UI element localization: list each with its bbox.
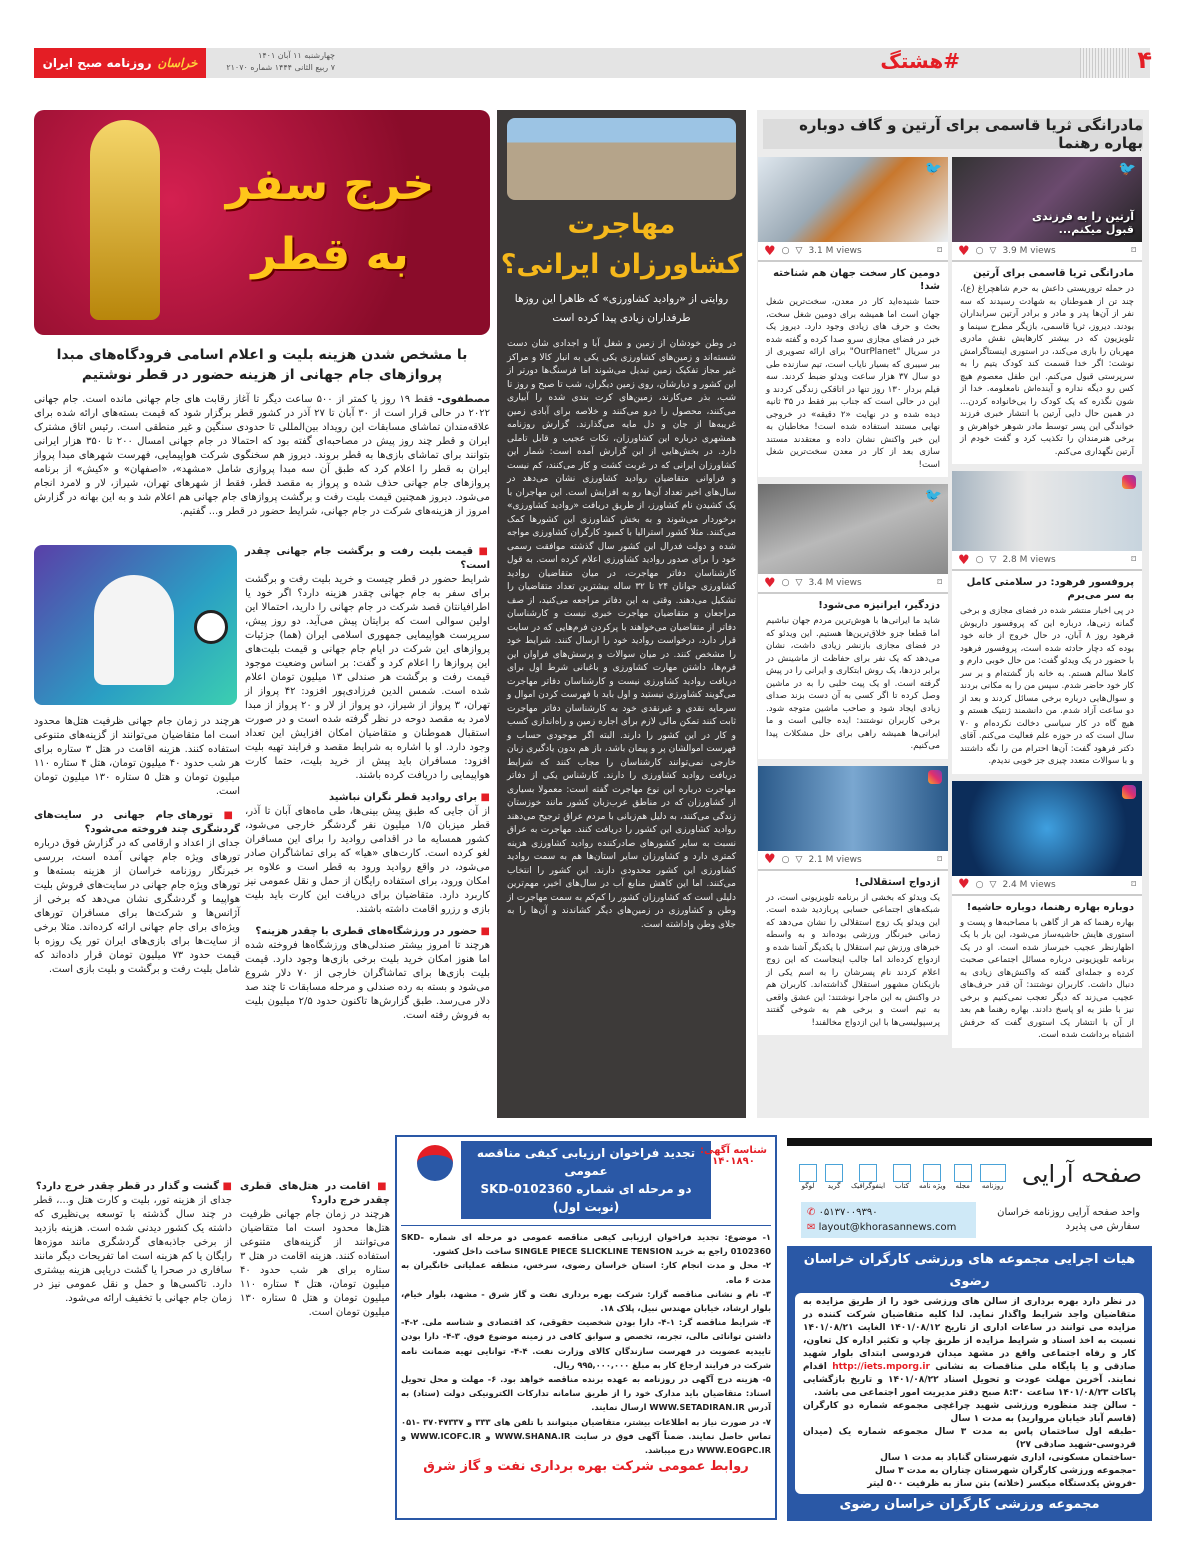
auction-item: - سالن چند منظوره ورزشی شهید چراغچی مجموعه شماره دو کارگران (قاسم آباد خیابان مروارید) به مدت ۱ سال	[803, 1401, 1136, 1424]
service-label: لوگو	[801, 1182, 815, 1190]
title-line: تجدید فراخوان ارزیابی کیفی مناقصه عمومی	[476, 1146, 696, 1178]
ad-text: در نظر دارد بهره برداری از سالن های ورزشی خود را از طریق مزایده به متقاضیان واجد شرایط واگذار نماید. لذا کلیه متقاضیان شرکت کننده در مزایده می توانند در ساعات اداری از تاریخ ۱۴۰۱/۰۸/۱۲ الغایت ۱۴۰۱/۰۸/۲۱ نسبت به اخذ اسناد و شرایط مزایده از طریق چاپ و تکثیر اداره کل تعاون، کار و رفاه اجتماعی واقع در مشهد میدان فردوسی ابتدای بلوار شهید صادقی و یا پایگاه ملی مناقصات به نشانی	[803, 1297, 1136, 1372]
ad-text: اقدام نمایند. آخرین مهلت عودت و تحویل اسناد ۱۴۰۱/۰۸/۲۲ و تاریخ بازگشایی پاکات ۱۴۰۱/۰۸/۲۳ ساعت ۸:۳۰ صبح دفتر مدیریت امور اجتماعی می باشد.	[803, 1362, 1137, 1398]
oil-company-logo	[417, 1145, 453, 1181]
post-image	[758, 484, 948, 574]
title-line: دو مرحله ای شماره SKD-0102360	[480, 1182, 692, 1196]
auction-item: -فروش یکدستگاه میکسر (خلاته) بتن ساز به ظرفیت ۵۰۰ لیتر	[867, 1479, 1136, 1489]
service-icons	[799, 1164, 1006, 1190]
auction-item: -ساختمان مسکونی، اداری شهرستان گناباد به مدت ۱ سال	[880, 1453, 1136, 1463]
article-column	[245, 545, 490, 1023]
tender-advertisement	[395, 1135, 777, 1520]
post-image	[758, 766, 948, 851]
post-image	[952, 781, 1142, 876]
share-icon[interactable]: ▽	[795, 246, 803, 256]
post-text: بهاره رهنما که هر از گاهی با مصاحبه‌ها و پست و استوری هایش حاشیه‌ساز می‌شود، این بار با یک اظهارنظر عجیب خبرساز شده است. او در یک برنامه تلویزیونی درباره مسائل اجتماعی صحبت کرده و جمله‌ای گفته که واکنش‌های زیادی به دنبال داشت. کاربران نوشتند: آن قدر حرف‌های عجیب می‌زند که دیگر تعجب نمی‌کنیم و برخی نیز با طنز به او پاسخ دادند. بهاره رهنما هم بعد از آن با انتشار یک استوری گفت که حرفش اشتباه برداشت شده است.	[960, 917, 1134, 1040]
section-heading: ■ گشت و گذار در قطر چقدر خرج دارد؟	[34, 1180, 232, 1194]
ad-id-label: شناسه آگهی:	[699, 1145, 767, 1156]
comment-icon[interactable]: ○	[781, 854, 790, 865]
phone-line[interactable]	[807, 1205, 970, 1220]
post-text: در حمله تروریستی داعش به حرم شاهچراغ (ع)، چند تن از هموطنان به شهادت رسیدند که سه نفر از آن‌ها پدر و مادر و برادر آرتین سرابداران بودند. دیروز، ثریا قاسمی، بازیگر مطرح سینما و تلویزیون که در بیشتر کارهایش نقش مادری مهربان را بازی می‌کند، در استوری اینستاگرامش نوشت: اگر خدا قسمت کند کودک یتیم را به سرپرستی قبول می‌کنم. این طفل معصوم هیچ کس رو دیگه نداره و آینده‌اش نامعلومه. خدا از شون نگذره که یک کودک را بی‌خانواده کردن... در همین حال دایی آرتین با انتشار خبری فرزند خواندگی این پسر توسط مادر شوهر خواهرش و برخی هنرمندان را تکذیب کرد و گفت خودم از آرتین نگهداری می‌کنم.	[960, 284, 1134, 457]
mascot-figure	[94, 575, 174, 685]
service-label: روزنامه	[981, 1182, 1004, 1190]
share-icon[interactable]: ▽	[989, 879, 997, 890]
service-label: ویژه نامه	[919, 1182, 946, 1190]
bookmark-icon[interactable]: ⌑	[937, 578, 942, 588]
heart-icon[interactable]: ♥	[764, 852, 776, 867]
phone-number: ۰۵۱۳۷۰۰۹۳۹۰	[818, 1207, 878, 1218]
bookmark-icon[interactable]: ⌑	[1131, 879, 1136, 890]
post-image	[952, 471, 1142, 551]
tender-item: ۴- شرایط مناقصه گر: ۱-۴- دارا بودن شخصیت حقوقی، کد اقتصادی و شناسه ملی. ۲-۴- داشتن توانائی مالی، تجربه، تخصص و سوابق کافی در زمینه موضوع فوق. ۳-۴- دارا بودن تاییدیه عضویت در فهرست سازندگان کالای وزارت نفت. ۴-۴- توانایی تهیه ضمانت نامه شرکت در فرایند ارجاع کار به مبلغ ۹۹۵,۰۰۰,۰۰۰ ریال.	[401, 1317, 771, 1370]
post-title: دومین کار سخت جهان هم شناخته شد!	[773, 268, 940, 292]
phone-icon: ✆	[807, 1207, 819, 1218]
ad-id	[700, 1145, 767, 1167]
social-headline: مادرانگی ثریا قاسمی برای آرتین و گاف دوباره بهاره رهنما	[763, 119, 1143, 149]
article-headline	[497, 205, 746, 285]
heart-icon[interactable]: ♥	[958, 552, 970, 568]
issue-date	[215, 50, 335, 74]
special-issue-icon	[923, 1164, 941, 1182]
view-count: 2.1 M views	[808, 854, 862, 865]
post-stats	[952, 551, 1142, 571]
section-text: هرچند در زمان جام جهانی ظرفیت هتل‌ها محدود است اما متقاضیان می‌توانند از گزینه‌های متنوعی استفاده کنند. هزینه اقامت در هتل ۳ ستاره برای هر شب حدود ۴۰ میلیون تومان، هتل ۴ ستاره ۱۱۰ میلیون تومان و هتل ۵ ستاره ۱۳۰ میلیون تومان است.	[34, 716, 241, 797]
article-headline: با مشخص شدن هزینه بلیت و اعلام اسامی فرودگاه‌های مبدا پروازهای جام جهانی از هزینه حضور در قطر نوشتیم	[56, 347, 468, 383]
heart-icon[interactable]: ♥	[764, 243, 776, 259]
layout-service-ad	[787, 1138, 1152, 1238]
ad-body	[795, 1293, 1144, 1494]
author: مصطفوی-	[437, 394, 490, 405]
view-count: 3.4 M views	[808, 578, 862, 588]
farmer-photo	[507, 118, 736, 200]
article-subtitle: روایتی از «روادید کشاورزی» که ظاهرا این روزها طرفداران زیادی پیدا کرده است	[514, 293, 729, 324]
article-lead	[34, 393, 490, 519]
tender-signature: روابط عمومی شرکت بهره برداری نفت و گاز شرق	[423, 1459, 749, 1475]
social-post	[952, 781, 1142, 1048]
instagram-icon	[1122, 785, 1136, 799]
logo-tagline: روزنامه صبح ایران	[42, 56, 152, 70]
heart-icon[interactable]: ♥	[958, 877, 970, 892]
post-title: مادرانگی ثریا قاسمی برای آرتین	[973, 268, 1134, 279]
service-logo	[799, 1164, 817, 1190]
article-column	[34, 715, 240, 977]
social-post	[952, 157, 1142, 464]
world-cup-mascot-illustration	[34, 545, 237, 705]
masthead-bar	[205, 48, 1150, 78]
service-book	[893, 1164, 911, 1190]
magazine-icon	[954, 1164, 972, 1182]
post-text: شاید ما ایرانی‌ها با هوش‌ترین مردم جهان نباشیم اما قطعا جزو خلاق‌ترین‌ها هستیم. این ویدئو که در فضای مجازی بازنشر زیادی داشت، نشان می‌دهد که یک نفر برای حفاظت از ماشینش در برابر دزدها، یک روش ابتکاری و ایرانی را در پیش گرفته است. او یک پیت حلبی را به در ماشین وصل کرده تا اگر کسی به آن دست بزند صدای زیادی ایجاد شود و صاحب ماشین متوجه شود. برخی کاربران نوشتند: ایده جالبی است و ما ایرانی‌ها همیشه راهی برای حل مشکلات پیدا می‌کنیم.	[766, 616, 940, 751]
title-line: (نوبت اول)	[552, 1200, 620, 1214]
section-heading: ■ قیمت بلیت رفت و برگشت جام جهانی چقدر است؟	[245, 545, 490, 573]
social-post	[758, 157, 948, 477]
view-count: 3.1 M views	[808, 246, 862, 256]
section-heading: ■ اقامت در هتل‌های قطری چقدر خرج دارد؟	[240, 1180, 390, 1208]
comment-icon[interactable]: ○	[975, 879, 984, 890]
logo-name: خراسان	[157, 56, 198, 70]
grid-icon	[825, 1164, 843, 1182]
comment-icon[interactable]: ○	[781, 246, 790, 256]
image-caption: آرتین را به فرزندی قبول میکنم...	[1032, 210, 1134, 236]
section-heading: ■ برای روادید قطر نگران نباشید	[245, 791, 490, 805]
book-icon	[893, 1164, 911, 1182]
section-text: هرچند تا امروز بیشتر صندلی‌های ورزشگاه‌ها فروخته شده اما هنوز امکان خرید بلیت برخی بازی‌ها وجود دارد. قیمت بلیت بازی‌ها برای تماشاگران خارجی از ۷۰ دلار شروع می‌شود و بسته به رده صندلی و مرحله مسابقات تا چند صد دلار می‌رسد. طبق گزارش‌ها تاکنون حدود ۲/۵ میلیون بلیت به فروش رفته است.	[245, 940, 490, 1021]
section-text: از آن جایی که طبق پیش بینی‌ها، طی ماه‌های آبان تا آذر، قطر میزبان ۱/۵ میلیون نفر گردشگر خارجی می‌شود، کشور همسایه ما در اقدامی روادید را برای این مسافران لغو کرده است. کارت‌های «هیا» که برای تماشاگران صادر می‌شود، در واقع روادید ورود به قطر است و علاوه بر امکان ورود، برای استفاده رایگان از حمل و نقل عمومی نیز کاربرد دارد. متقاضیان برای دریافت این کارت باید بلیت بازی و رزرو اقامت داشته باشند.	[245, 806, 490, 915]
ad-id-value: ۱۴۰۱۸۹۰	[712, 1156, 755, 1167]
issue-line: ۷ ربیع الثانی ۱۴۴۴ شماره ۲۱۰۷۰	[226, 63, 335, 72]
tender-item: ۲- محل و مدت انجام کار: استان خراسان رضوی، سرخس، منطقه عملیاتی خانگیران به مدت ۶ ماه.	[401, 1260, 771, 1285]
email-line[interactable]	[807, 1220, 970, 1235]
view-count: 2.4 M views	[1002, 879, 1056, 890]
service-newspaper	[980, 1164, 1006, 1190]
service-label: مجله	[955, 1182, 970, 1190]
bookmark-icon[interactable]: ⌑	[937, 854, 942, 865]
instagram-icon	[1122, 475, 1136, 489]
section-heading: ■ تورهای جام جهانی در سایت‌های گردشگری چند فروخته می‌شود؟	[34, 809, 240, 837]
cover-title-line: خرج سفر	[225, 159, 435, 210]
service-label: گرید	[827, 1182, 841, 1190]
share-icon[interactable]: ▽	[989, 246, 997, 256]
post-text: یک ویدئو که بخشی از برنامه تلویزیونی است، در شبکه‌های اجتماعی حسابی پربازدید شده است. این ویدئو یک زوج استقلالی را نشان می‌دهد که زمانی خبرنگار ورزشی بوده‌اند و به واسطه خبرهای ورزش تیم استقلال با یکدیگر آشنا شده و ازدواج کرده‌اند اما جالب اینجاست که این زوج اعلام کردند نام پسرشان را به اسم یکی از بازیکنان مشهور استقلال گذاشته‌اند. کاربران هم در واکنش به این ماجرا نوشتند: این عشق واقعی به تیم است و برخی هم به شوخی گفتند پرسپولیسی‌ها با این ازدواج مخالفند!	[766, 892, 940, 1028]
post-stats	[758, 242, 948, 262]
service-label: کتاب	[894, 1182, 910, 1190]
tender-item: ۷- در صورت نیاز به اطلاعات بیشتر، متقاضیان میتوانند با تلفن های ۳۳۳ و ۳۷۰۴۷۳۳۷ -۰۵۱ تماس حاصل نمایند. ضمناً آگهی فوق در سایت WWW.SHANA.IR و WWW.ICOFC.IR و WWW.EOGPC.IR درج میباشد.	[401, 1416, 772, 1456]
tender-title	[461, 1141, 711, 1219]
cover-title-line: به قطر	[251, 229, 409, 280]
section-text: شرایط حضور در قطر چیست و خرید بلیت رفت و برگشت برای سفر به جام جهانی چقدر هزینه دارد؟ اگر خود یا اطرافیانتان قصد شرکت در جام جهانی را دارید، احتمالا این اولین سوالی است که برایتان پیش می‌آید. دو روز پیش، سرپرست هواپیمایی جمهوری اسلامی ایران (هما) جزئیات پروازهای این شرکت در ایام جام جهانی و قیمت بلیت‌های این پروازها را اعلام کرد و گفت: بر اساس وضعیت موجود قیمت رفت و برگشت هر صندلی ۱۳ میلیون تومان اعلام شده است. شمس الدین فرزادی‌پور افزود: ۴۲ پرواز از تهران، ۳ پرواز از شیراز، دو پرواز از لار و ۲۰ پرواز از مبدا لامرد به مقصد دوحه در نظر گرفته شده است و در صورت استقبال هموطنان و متقاضیان امکان افزایش این تعداد وجود دارد. او با اشاره به شرایط مقصد و فرایند تهیه بلیت افزود: مسافران باید پیش از خرید بلیت، حتما کارت هواپیمایی را دریافت کرده باشند.	[245, 574, 490, 781]
post-title: پروفسور فرهود: در سلامتی کامل به سر می‌برم	[966, 577, 1134, 601]
lead-text: فقط ۱۹ روز یا کمتر از ۵۰۰ ساعت دیگر تا آغاز رقابت های جام جهانی مانده است. جام جهانی ۲۰۲۲ در حالی قرار است از ۳۰ آبان تا ۲۷ آذر در کشور قطر برگزار شود که قیمت بسته‌های ارائه شده برای علاقه‌مندان تماشای مسابقات این رویداد بین‌المللی تا حدودی سنگین و غیر منطقی است. رئیس اتاق مشترک ایران و قطر چند روز پیش در مصاحبه‌ای گفته بود که احتمالا در جام جهانی امسال ۲۰۰ تا ۳۵۰ هزار ایرانی بتوانند برای تماشای بازی‌ها به قطر بروند. دیروز هم سخنگوی شرکت هواپیمایی، فهرست شهرهای مبدا پرواز ایران به قطر را اعلام کرد که طبق آن سه مبدا پروازی شامل «مشهد»، «اصفهان» و «کیش» از برنامه پروازهای جام جهانی حذف شده و پرواز به مقصد قطر، فقط از شهرهای تهران، شیراز، لار و لامرد انجام می‌شود. دیروز همچنین قیمت بلیت رفت و برگشت پروازهای جام جهانی هم اعلام شد و به این بهانه در گزارش امروز از هزینه‌های شرکت در جام جهانی، شرایط حضور در قطر و... گفتیم.	[34, 394, 491, 517]
article-column	[34, 1180, 232, 1306]
heart-icon[interactable]: ♥	[764, 575, 776, 591]
infographic-icon	[859, 1164, 877, 1182]
newspaper-logo[interactable]	[34, 48, 206, 78]
share-icon[interactable]: ▽	[795, 854, 803, 865]
bookmark-icon[interactable]: ⌑	[937, 246, 942, 256]
share-icon[interactable]: ▽	[989, 555, 997, 565]
service-label: اینفوگرافیک	[851, 1182, 886, 1190]
auction-item: -طبقه اول ساختمان پاس به مدت ۳ سال مجموعه شماره یک (میدان فردوسی-شهید صادقی ۲۷)	[803, 1427, 1136, 1450]
comment-icon[interactable]: ○	[975, 555, 984, 565]
social-post	[952, 471, 1142, 774]
section-text: جدای از اعداد و ارقامی که در گزارش فوق درباره تورهای ویژه جام جهانی آمده است، بررسی خبرنگار روزنامه خراسان از هزینه بسته‌ها و تورهای ویژه جام جهانی در سایت‌های فروش بلیت هواپیما و گردشگری نشان می‌دهد که برخی از آژانس‌ها و شرکت‌ها برای مسافران تورهای ویژه‌ای برای جام جهانی ارائه کرده‌اند. مثلا برخی از سایت‌ها برای بازی‌های ایران تور یک روزه با قیمت حدود ۷۳ میلیون تومان قرار داده‌اند که شامل بلیت رفت و برگشت و بلیت بازی است.	[34, 838, 240, 975]
social-post	[758, 766, 948, 1036]
ad-title: صفحه آرایی	[1021, 1160, 1142, 1188]
post-stats	[758, 574, 948, 594]
ad-url[interactable]: http://iets.mporg.ir	[832, 1362, 930, 1372]
comment-icon[interactable]: ○	[975, 246, 984, 256]
contact-box	[801, 1202, 976, 1238]
service-special	[919, 1164, 946, 1190]
football-icon	[194, 610, 228, 644]
sports-auction-ad	[787, 1246, 1152, 1521]
headline-line: کشاورزان ایرانی؟	[500, 249, 743, 280]
social-post	[758, 484, 948, 759]
page-number: ۴	[1137, 46, 1152, 74]
view-count: 2.8 M views	[1002, 555, 1056, 565]
post-image	[952, 157, 1142, 242]
auction-item: -مجموعه ورزشی کارگران شهرستان چناران به مدت ۳ سال	[874, 1466, 1136, 1476]
service-magazine	[954, 1164, 972, 1190]
ad-footer: مجموعه ورزشی کارگران خراسان رضوی	[839, 1497, 1100, 1512]
section-text: جدای از هزینه تور، بلیت و کارت هتل و...، قطر در چند سال گذشته با توسعه بی‌نظیری که داشته یک کشور دیدنی شده است. هزینه بازدید از برخی جاذبه‌های گردشگری مانند موزه‌ها رایگان یا کم هزینه است اما تفریحات دیگر مانند سافاری در صحرا یا گشت دریایی هزینه بیشتری دارد. تاکسی‌ها و حمل و نقل عمومی نیز در زمان جام جهانی با تخفیف ارائه می‌شود.	[34, 1195, 232, 1304]
social-column-right	[952, 157, 1142, 1048]
headline-line: مهاجرت	[567, 209, 676, 240]
twitter-icon: 🐦	[924, 161, 942, 177]
mail-icon: ✉	[807, 1222, 819, 1233]
article-column	[240, 1180, 390, 1320]
divider	[401, 1225, 771, 1226]
twitter-icon: 🐦	[924, 488, 942, 504]
newspaper-icon	[980, 1164, 1006, 1182]
post-title: دوباره بهاره رهنما، دوباره حاشیه!	[966, 901, 1134, 913]
social-column-left	[758, 157, 948, 1035]
bookmark-icon[interactable]: ⌑	[1131, 555, 1136, 565]
share-icon[interactable]: ▽	[795, 578, 803, 588]
section-title: #هشتگ	[880, 49, 960, 73]
post-title: دزدگیر، ایرانیزه می‌شود!	[818, 600, 940, 611]
post-stats	[952, 876, 1142, 896]
twitter-icon: 🐦	[1118, 161, 1136, 177]
heart-icon[interactable]: ♥	[958, 243, 970, 259]
section-heading: ■ حضور در ورزشگاه‌های قطری با چقدر هزینه؟	[245, 925, 490, 939]
post-stats	[952, 242, 1142, 262]
world-cup-trophy	[90, 120, 160, 320]
article-body: در وطن خودشان از زمین و شغل آبا و اجدادی شان دست شسته‌اند و زمین‌های کشاورزی یکی یکی به انبار کالا و مراکز غیر مجاز تفکیک زمین تبدیل می‌شوند اما فرسنگ‌ها دورتر از این کشور و دیارشان، روی زمین دیگران، شب تا صبح و روز تا شب، بذر می‌کارند، زمین‌های کرت بندی شده را آبیاری می‌کنند، محصول را درو می‌کنند و خلاصه برای آبادی زمین غریبه‌ها از جان و دل مایه می‌گذارند. گزارش روزنامه همشهری درباره این کشاورزان، نکات عجیب و قابل تاملی دارد. در بخش‌هایی از این گزارش آمده است: شمار این کشاورزان ایرانی که در غربت کشت و کار می‌کنند، کم نیست و فراوانی متقاضیان روادید کشاورزی نشان می‌دهد در سال‌های اخیر تعداد آن‌ها رو به افزایش است. این مهاجران با یک کشیدن نام کشاورز، از طریق دریافت «روادید کشاورزی» برخوردار می‌شوند و به بخش کشاورزی این کشورها کمک می‌کنند. مثلا کشور استرالیا با کمبود کارگران کشاورزی مواجه شده و دولت فدرال این کشور سال گذشته موافقت رسمی خود را برای صدور روادید کشاورزی اعلام کرده است. به قول کارشناسان دفاتر مهاجرت، در میان متقاضیان روادید کشاورزی جوانان ۲۴ تا ۳۲ ساله بیشترین تعداد متقاضیان را تشکیل می‌دهند. وقتی به این دفاتر مراجعه می‌کنید، از صف مراجعان و متقاضیان مهاجرت خبری نیست و کارشناسان دفاتر از متقاضیان می‌خواهند با پرکردن فرم‌هایی که در سایت قرار دارد، درخواست روادید خود را ارسال کنند. شرایط خود را مشخص کنند. در میان سوالات و پرسش‌های فراوان این فرم‌ها، داشتن مهارت کشاورزی و باغبانی شرط اول برای دریافت روادید کشاورزی نیست و کارشناسان دفاتر مهاجرت می‌گویند کشاورزی نیستید و اول باید با فهرست کردن اموال و سرمایه نقدی و غیرنقدی خود به کارشناسان دفاتر مهاجرت ثابت کنند تمکن مالی لازم برای اجاره زمین و راه‌اندازی کسب و کار در این کشور را دارند. البته اگر موجودی حساب و فهرست اموالشان پر و پیمان باشد، باز هم بدون یادگیری زبان خارجی نمی‌توانند کارشناسان را مجاب کنند که شرایط دریافت روادید کشاورزی را دارند. کارشناس یکی از دفاتر مهاجرت درباره این نوع مهاجرت گفته است: معمولا بسیاری از کشاورزان که در مناطق عرب‌زبان کشور مانند خوزستان زندگی می‌کنند، به دلیل هم‌زبانی با مردم عراق ترجیح می‌دهند روادید کشاورزی این کشور را دریافت کنند. مهاجرت به عراق نسبت به سایر کشورهای صادرکننده روادید کشاورزی هزینه کمتری دارد و کشاورزان سایر استان‌ها هم به سمت روادید کشاورزی این کشور محدودی دارند. این کشور را انتخاب می‌کنند. اما این کاهش منابع آب در سال‌های اخیر، مهم‌ترین دلیلی است که کشاورزان کشور را کم‌کم به سمت مهاجرت از وطن و کشاورزی در زمین‌های دیگر کشاندند و آن‌ها را به جلای وطن واداشته است.	[507, 339, 736, 930]
post-stats	[758, 851, 948, 871]
ad-title: هیات اجرایی مجموعه های ورزشی کارگران خراسان رضوی	[803, 1252, 1136, 1289]
post-image	[758, 157, 948, 242]
section-text: هرچند در زمان جام جهانی ظرفیت هتل‌ها محدود است اما متقاضیان می‌توانند از گزینه‌های متنوعی استفاده کنند. هزینه اقامت در هتل ۳ ستاره برای هر شب حدود ۴۰ میلیون تومان، هتل ۴ ستاره ۱۱۰ میلیون تومان و هتل ۵ ستاره ۱۳۰ میلیون تومان است.	[240, 1209, 390, 1318]
post-text: حتما شنیده‌اید کار در معدن، سخت‌ترین شغل جهان است اما همیشه برای دومین شغل سخت، بحث و حرف های زیادی وجود دارد. دیروز یک خبر در فضای مجازی سرو صدا کرده و گفته شده در سریال "OurPlanet" برای ارائه تصویری از ببر سیبری که بسیار نایاب است، تیم سازنده طی دو سال ۳۷ هزار ساعت ویدئو ضبط کردند. سه فیلم بردار ۱۳۰ روز تنها در اتاقکی زندگی کردند و این در حالی است که جناب ببر فقط در ۳۵ ثانیه دیده شده و در نهایت «۲ دقیقه» در خروجی نهایی مستند استفاده شده است! مخاطبان به این خبر واکنش نشان داده و معتقدند مستند سازی بعد از کار در معدن سخت‌ترین شغل است!	[766, 297, 941, 470]
email-address: layout@khorasannews.com	[818, 1222, 957, 1233]
tender-item: ۳- نام و نشانی مناقصه گزار: شرکت بهره برداری نفت و گاز شرق - مشهد، بلوار خیام، بلوار ارشاد، خیابان مهندس نبیل، پلاک ۱۸.	[401, 1288, 771, 1314]
masthead-pattern	[1080, 48, 1130, 78]
logo-icon	[799, 1164, 817, 1182]
cover-title	[190, 150, 470, 290]
post-title: ازدواج استقلالی!	[854, 876, 940, 888]
service-grid	[825, 1164, 843, 1190]
date-line: چهارشنبه ۱۱ آبان ۱۴۰۱	[258, 51, 335, 60]
service-infographic	[851, 1164, 885, 1190]
ad-description: واحد صفحه آرایی روزنامه خراسان سفارش می پذیرد	[997, 1207, 1140, 1232]
instagram-icon	[928, 770, 942, 784]
bookmark-icon[interactable]: ⌑	[1131, 246, 1136, 256]
view-count: 3.9 M views	[1002, 246, 1056, 256]
tender-item: ۵- هزینه درج آگهی در روزنامه به عهده برنده مناقصه خواهد بود. ۶- مهلت و محل تحویل اسناد: متقاضیان باید مدارک خود را از طریق سامانه تدارکات الکترونیکی دولت (ستاد) به آدرس WWW.SETADIRAN.IR ارسال نمایند.	[401, 1374, 771, 1413]
comment-icon[interactable]: ○	[781, 578, 790, 588]
post-text: در پی اخبار منتشر شده در فضای مجازی و برخی گمانه زنی‌ها، درباره این که پروفسور داریوش فرهود روز ۸ آبان، در حال خروج از خانه خود بوده که دچار حادثه شده است، پروفسور فرهود با حضور در یک ویدئو گفت: من حال خوبی دارم و کاملا سالم هستم. به خانه باز گشته‌ام و بر سر کار خود حاضر شدم. سپس من را به مکانی بردند و سوال‌هایی درباره برخی مسائل کردند و بعد از دو ساعت آزاد شدم. من دانشمند ژنتیک هستم و هیچ گاه در کار سیاسی دخالت نکرده‌ام و ۷۰ سال است که در حوزه علم فعالیت می‌کنم. آقای دکتر فرهود گفت: آن‌ها احترام من را نگه داشتند و با سوالات متعدد چیزی جز خوبی ندیدم.	[960, 606, 1135, 766]
tender-item: ۱- موضوع: تجدید فراخوان ارزیابی کیفی مناقصه عمومی دو مرحله ای شماره SKD-0102360 راجع به خرید SINGLE PIECE SLICKLINE TENSION ساخت داخل کشور.	[401, 1232, 771, 1257]
